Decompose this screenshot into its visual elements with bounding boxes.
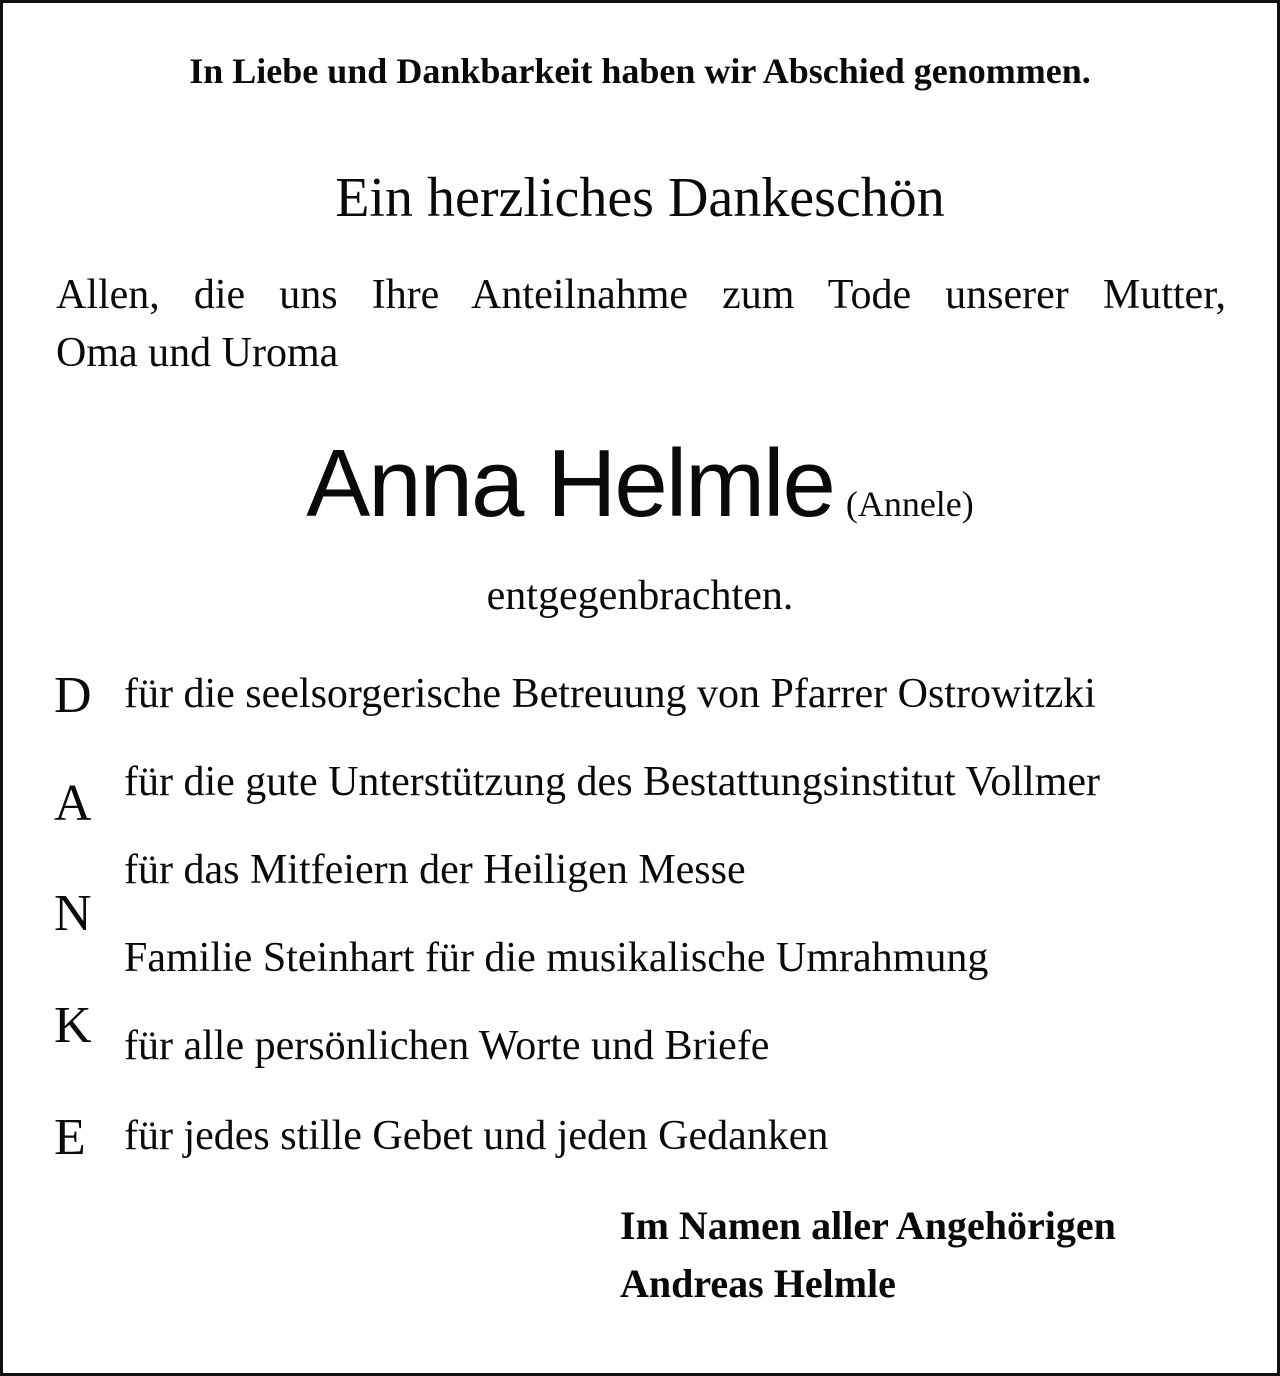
thanks-line: Familie Steinhart für die musikalische Umrahmung: [124, 935, 989, 981]
thanks-line: für jedes stille Gebet und jeden Gedanken: [124, 1113, 829, 1159]
signature-line-1: Im Namen aller Angehörigen: [620, 1203, 1116, 1248]
deceased-name: Anna Helmle: [306, 430, 834, 537]
acrostic-letter-k: K: [54, 997, 92, 1054]
intro-line-2: Oma und Uroma: [56, 330, 339, 376]
intro-line-1: Allen, die uns Ihre Anteilnahme zum Tode unserer Mutter,: [56, 272, 1226, 318]
thanks-line: für alle persönlichen Worte und Briefe: [124, 1023, 770, 1069]
thanks-line: für das Mitfeiern der Heiligen Messe: [124, 847, 746, 893]
acrostic-letter-e: E: [54, 1109, 86, 1166]
notice-subtitle: Ein herzliches Dankeschön: [335, 167, 945, 229]
intro-paragraph: [56, 266, 1226, 382]
deceased-nickname: (Annele): [845, 484, 974, 524]
deceased-name-row: [0, 430, 1280, 537]
closing-word: entgegenbrachten.: [486, 573, 794, 619]
thanks-line: für die seelsorgerische Betreuung von Pfarrer Ostrowitzki: [124, 671, 1096, 717]
acrostic-letter-n: N: [54, 885, 92, 942]
notice-header: In Liebe und Dankbarkeit haben wir Abschied genommen.: [189, 51, 1091, 91]
acrostic-letter-a: A: [54, 775, 92, 832]
acrostic-letter-d: D: [54, 667, 92, 724]
signature-name: Andreas Helmle: [620, 1261, 896, 1306]
thanks-line: für die gute Unterstützung des Bestattungsinstitut Vollmer: [124, 759, 1101, 805]
